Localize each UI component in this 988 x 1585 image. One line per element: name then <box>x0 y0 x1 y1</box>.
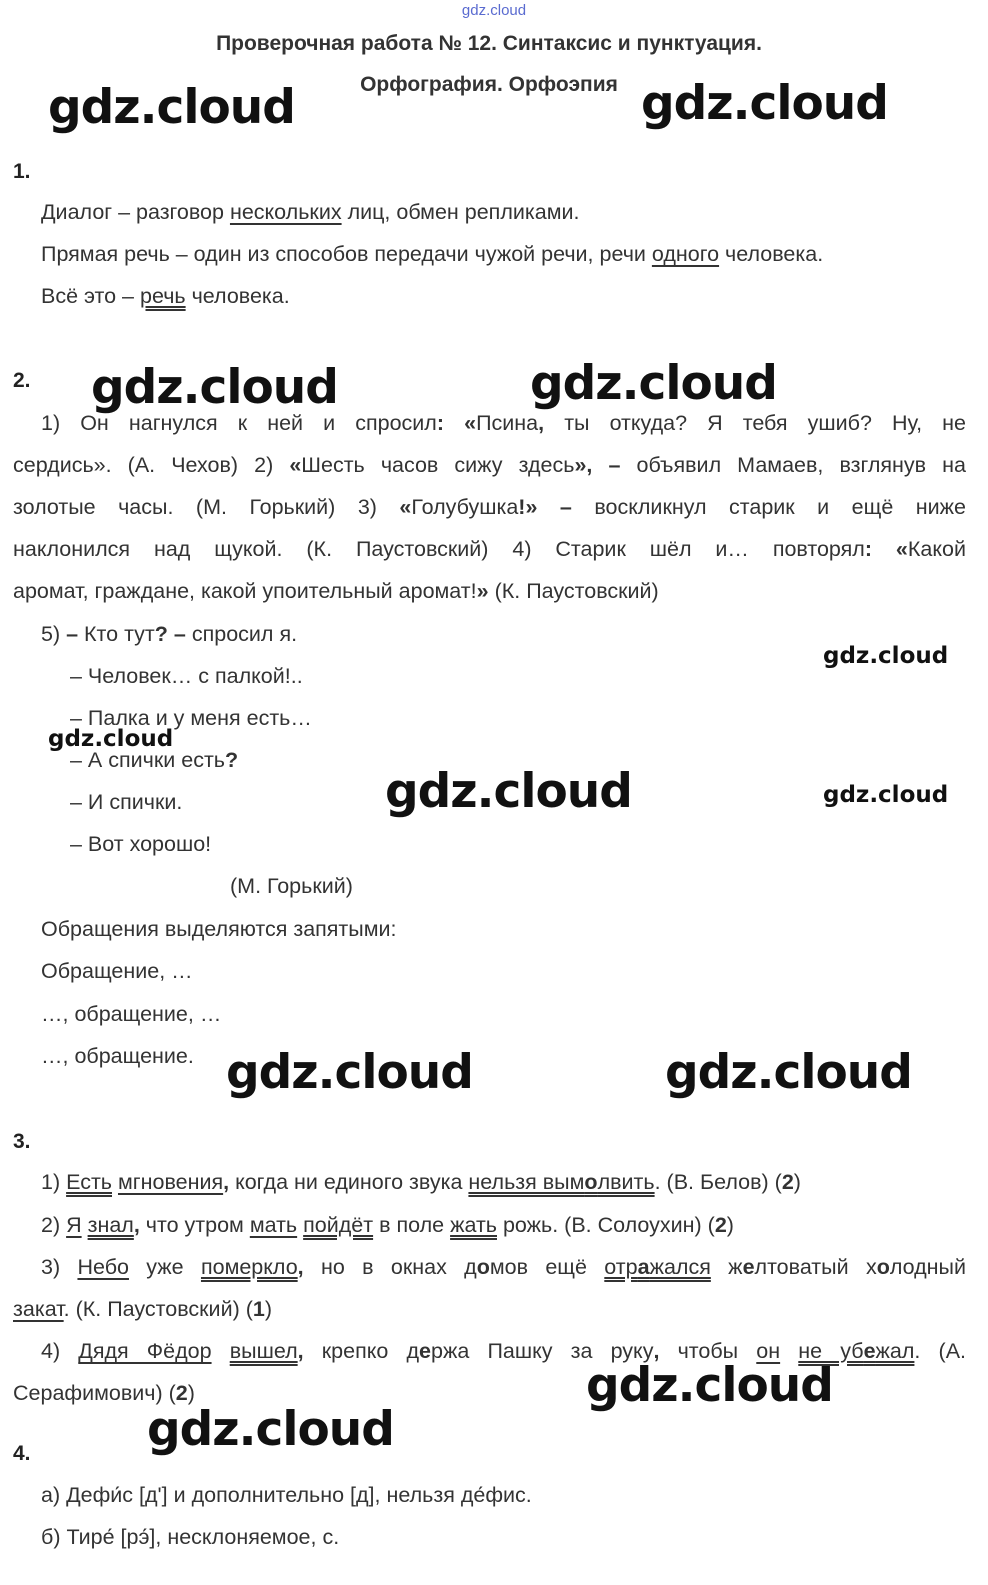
task2-para-line: сердись». (А. Чехов) 2) «Шесть часов сижу здесь», – объявил Мамаев, взглянув на <box>13 453 966 477</box>
task-number: 1. <box>13 160 31 183</box>
task-number: 3. <box>13 1130 31 1153</box>
task2-para-line: 1) Он нагнулся к ней и спросил: «Псина, ты откуда? Я тебя ушиб? Ну, не <box>41 411 966 435</box>
dialog-line: – Палка и у меня есть… <box>70 706 312 730</box>
task4-item-a: а) Дефи́с [д'] и дополнительно [д], нельзя де́фис. <box>41 1483 532 1507</box>
task3-sentence-1: 1) Есть мгновения, когда ни единого звука нельзя вымолвить. (В. Белов) (2) <box>41 1170 801 1194</box>
dialog-line: – И спички. <box>70 790 183 814</box>
task2-para-line: аромат, граждане, какой упоительный аромат!» (К. Паустовский) <box>13 579 659 603</box>
dialog-line: – Человек… с палкой!.. <box>70 664 303 688</box>
task3-sentence-3: 3) Небо уже померкло, но в окнах домов ещё отражался желтоватый холодный <box>41 1255 966 1279</box>
address-form: …, обращение, … <box>41 1002 222 1026</box>
watermark: gdz.cloud <box>665 1045 912 1100</box>
task4-item-b: б) Тире́ [рэ́], несклоняемое, с. <box>41 1525 340 1549</box>
watermark: gdz.cloud <box>48 80 295 135</box>
watermark: gdz.cloud <box>147 1402 394 1457</box>
task3-sentence-4: 4) Дядя Фёдор вышел, крепко держа Пашку за руку, чтобы он не убежал. (А. <box>41 1339 967 1363</box>
dialog-line: 5) – Кто тут? – спросил я. <box>41 622 298 646</box>
task1-line-2: Прямая речь – один из способов передачи чужой речи, речи одного человека. <box>41 242 824 266</box>
task2-para-line: наклонился над щукой. (К. Паустовский) 4) Старик шёл и… повторял: «Какой <box>13 537 966 561</box>
page-title: Проверочная работа № 12. Синтаксис и пунктуация. <box>216 32 762 55</box>
address-form: Обращение, … <box>41 959 193 983</box>
task3-sentence-2: 2) Я знал, что утром мать пойдёт в поле жать рожь. (В. Солоухин) (2) <box>41 1213 734 1237</box>
dialog-line: – Вот хорошо! <box>70 832 212 856</box>
address-rule: Обращения выделяются запятыми: <box>41 917 397 941</box>
watermark: gdz.cloud <box>385 764 632 819</box>
task2-para-line: золотые часы. (М. Горький) 3) «Голубушка!» – воскликнул старик и ещё ниже <box>13 495 966 519</box>
watermark: gdz.cloud <box>226 1045 473 1100</box>
task-number: 2. <box>13 369 31 392</box>
task1-line-1: Диалог – разговор нескольких лиц, обмен репликами. <box>41 200 580 224</box>
task3-sentence-4-end: Серафимович) (2) <box>13 1381 195 1405</box>
watermark: gdz.cloud <box>48 726 174 752</box>
task1-line-3: Всё это – речь человека. <box>41 284 290 308</box>
dialog-line: – А спички есть? <box>70 748 239 772</box>
task3-sentence-3-end: закат. (К. Паустовский) (1) <box>13 1297 273 1321</box>
watermark: gdz.cloud <box>586 1358 833 1413</box>
watermark: gdz.cloud <box>641 76 888 131</box>
page-subtitle: Орфография. Орфоэпия <box>360 73 618 96</box>
dialog-author: (М. Горький) <box>230 874 353 898</box>
watermark: gdz.cloud <box>823 782 949 808</box>
watermark: gdz.cloud <box>530 356 777 411</box>
watermark: gdz.cloud <box>823 643 949 669</box>
site-mark: gdz.cloud <box>461 2 527 19</box>
watermark: gdz.cloud <box>91 360 338 415</box>
address-form: …, обращение. <box>41 1044 194 1068</box>
task-number: 4. <box>13 1442 31 1465</box>
